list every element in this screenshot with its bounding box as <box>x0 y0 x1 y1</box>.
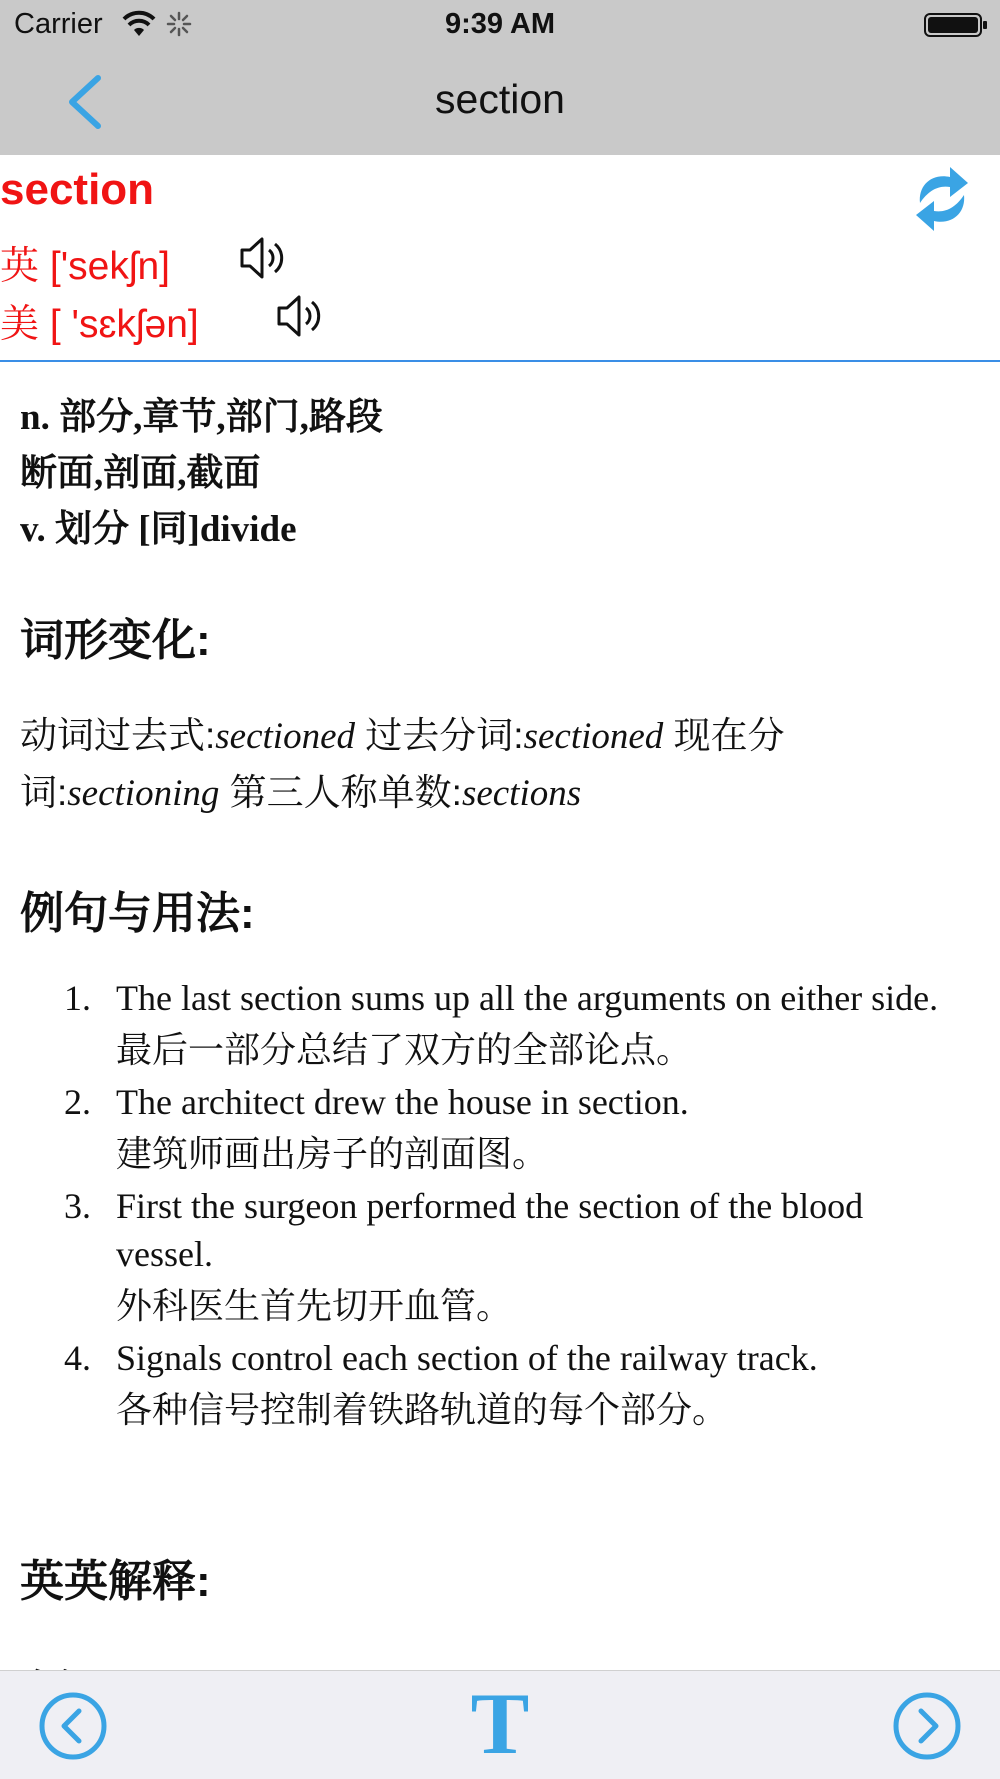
definition-line: 断面,剖面,截面 <box>20 453 261 494</box>
page-title: section <box>435 76 565 122</box>
word-header <box>0 155 1000 362</box>
example-item <box>0 974 1000 1078</box>
us-phonetic: [ 'sɛkʃən] <box>49 303 199 346</box>
definition-line: v. 划分 [同]divide <box>20 509 297 550</box>
definition-content[interactable] <box>0 362 1000 1670</box>
example-english: The architect drew the house in section. <box>116 1082 689 1122</box>
example-chinese: 建筑师画出房子的剖面图。 <box>116 1133 549 1174</box>
present-participle-label: 现在分词: <box>20 715 785 813</box>
english-english-heading: 英英解释: <box>20 1557 211 1606</box>
example-number: 1. <box>64 978 91 1018</box>
definitions-block <box>20 390 383 558</box>
speaker-icon-us[interactable] <box>275 291 327 341</box>
status-time: 9:39 AM <box>444 8 556 40</box>
example-number: 2. <box>64 1082 91 1122</box>
refresh-icon[interactable] <box>912 165 972 233</box>
pronunciation-us <box>0 293 199 349</box>
word-forms-heading: 词形变化: <box>20 616 211 665</box>
example-number: 3. <box>64 1186 91 1226</box>
status-bar <box>0 0 1000 50</box>
battery-icon <box>924 12 988 38</box>
past-tense-value: sectioned <box>215 716 356 757</box>
pronunciation-uk <box>0 235 170 291</box>
third-person-value: sections <box>461 773 582 814</box>
example-chinese: 各种信号控制着铁路轨道的每个部分。 <box>116 1389 729 1430</box>
examples-list <box>0 974 1000 1438</box>
speaker-icon-uk[interactable] <box>238 233 290 283</box>
previous-word-icon[interactable] <box>38 1691 108 1761</box>
us-label: 美 <box>0 303 40 346</box>
word-forms-text <box>20 708 980 822</box>
example-item <box>0 1078 1000 1182</box>
example-english: Signals control each section of the railway track. <box>116 1338 818 1378</box>
example-number: 4. <box>64 1338 91 1378</box>
example-english: The last section sums up all the arguments on either side. <box>116 978 939 1018</box>
past-participle-value: sectioned <box>523 716 664 757</box>
navigation-bar <box>0 50 1000 155</box>
example-english: First the surgeon performed the section of the blood vessel. <box>116 1186 864 1274</box>
example-chinese: 最后一部分总结了双方的全部论点。 <box>116 1029 693 1070</box>
font-size-button[interactable]: T <box>470 1676 530 1773</box>
definition-line: n. 部分,章节,部门,路段 <box>20 397 383 438</box>
example-chinese: 外科医生首先切开血管。 <box>116 1285 513 1326</box>
uk-label: 英 <box>0 245 40 288</box>
past-participle-label: 过去分词: <box>365 715 524 756</box>
third-person-label: 第三人称单数: <box>229 772 462 813</box>
carrier-label: Carrier <box>14 8 103 40</box>
bottom-toolbar <box>0 1670 1000 1779</box>
headword: section <box>0 165 155 214</box>
example-item <box>0 1334 1000 1438</box>
uk-phonetic: ['sekʃn] <box>49 245 171 288</box>
past-tense-label: 动词过去式: <box>20 715 216 756</box>
present-participle-value: sectioning <box>67 773 220 814</box>
examples-heading: 例句与用法: <box>20 889 255 938</box>
next-word-icon[interactable] <box>892 1691 962 1761</box>
example-item <box>0 1182 1000 1334</box>
